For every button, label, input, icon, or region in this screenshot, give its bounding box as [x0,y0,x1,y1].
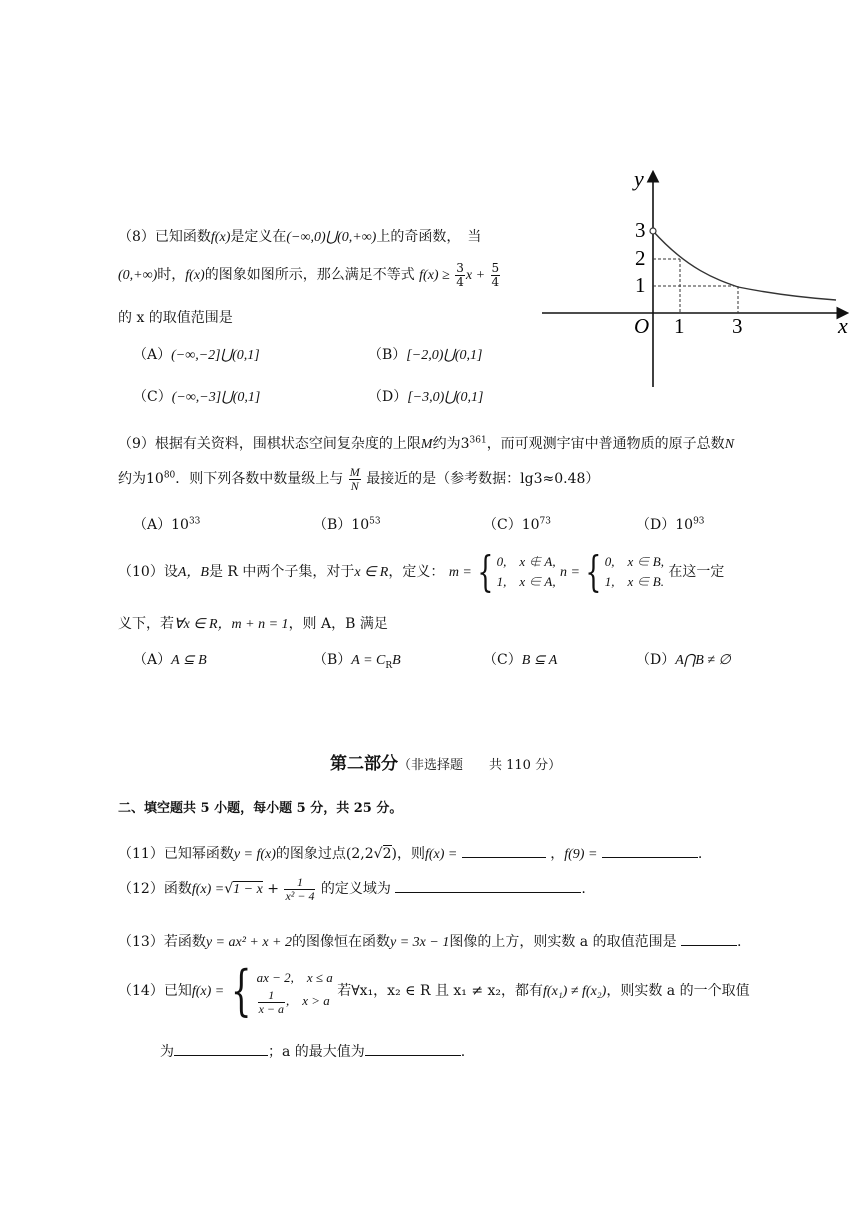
q10-line1: （10）设A，B是 R 中两个子集，对于x ∈ R，定义： m = { 0, x ∉ A, 1, x ∈ A, n = { 0, x ∈ B, 1, x ∈ B. 在这一定 [118,547,725,596]
q8-line3: 的 x 的取值范围是 [118,310,233,326]
q14-piecewise: ax − 2, x ≤ a $\frac{1}{x - a}$ , x > a [256,969,333,1016]
q11: （11）已知幂函数y = f(x)的图象过点(2,2√2)，则f(x) = ，f(9) = . [118,843,702,863]
fraction-3-4: $\frac{3}{4}$ [456,261,464,289]
q8-line2: (0,+∞)时，f(x)的图象如图所示，那么满足不等式 f(x) ≥ $\frac{3}{4}$ x + $\frac{5}{4}$ [118,261,500,289]
x-axis-label: x [838,313,848,338]
m-definition: 0, x ∉ A, 1, x ∈ A, [496,554,556,589]
part2-subtitle: （非选择题 共 110 分） [398,758,562,773]
q9-option-b[interactable]: $(B)10^{53}$ [313,516,381,533]
fraction-q12: $\frac{1}{\text{x² − 4}}$ [285,875,315,903]
q11-blank-2[interactable] [602,843,698,858]
q14-blank-1[interactable] [174,1041,268,1056]
q11-blank-1[interactable] [462,843,546,858]
section2-heading: 二、填空题共 5 小题，每小题 5 分，共 25 分。 [118,801,403,816]
x-tick-3: 3 [732,314,743,338]
q8-option-a[interactable]: （A）(−∞,−2]⋃(0,1] [133,347,260,363]
fraction-5-4: $\frac{5}{4}$ [491,261,500,289]
n-definition: 0, x ∈ B, 1, x ∈ B. [604,554,664,589]
q13: （13）若函数y = ax² + x + 2的图像恒在函数y = 3x − 1图像的上方，则实数 a 的取值范围是 . [118,931,742,951]
q8-option-b[interactable]: （B）[−2,0)⋃(0,1] [368,347,483,363]
y-tick-1: 1 [635,273,646,297]
q10-option-c[interactable]: （C）B ⊆ A [483,652,558,668]
y-axis-label: y [634,166,644,191]
q13-blank[interactable] [681,931,737,946]
part2-heading [330,749,561,774]
q9-line1: （9）根据有关资料，围棋状态空间复杂度的上限M约为$3^{361}$，而可观测宇宙中普通物质的原子总数N [118,435,735,452]
q9-option-d[interactable]: $(D)10^{93}$ [636,516,705,533]
q8-option-c[interactable]: （C）(−∞,−3]⋃(0,1] [133,389,261,405]
q9-line2: 约为$10^{80}$．则下列各数中数量级上与 $\frac{M}{N}$ 最接近的是（参考数据：lg3≈0.48） [118,465,600,493]
q9-option-c[interactable]: $(C)10^{73}$ [483,516,551,533]
y-tick-2: 2 [635,246,646,270]
q12-blank[interactable] [395,878,581,893]
q12: （12）函数f(x) =√1 − x + $\frac{1}{\text{x² − 4}}$ 的定义域为 . [118,875,586,903]
q10-option-b[interactable]: $(B)A = C_RB$ [313,652,401,671]
q14-line1: （14）已知f(x) = { ax − 2, x ≤ a $\frac{1}{x - a}$ , x > a 若∀x₁，x₂ ∈ R 且 x₁ ≠ x₂，都有f(x₁) ≠ f(x₂)，则实数 a 的一个取值 [118,959,750,1022]
q8-option-d[interactable]: （D）[−3,0)⋃(0,1] [368,389,484,405]
q8-line1: （8）已知函数f(x)是定义在(−∞,0)⋃(0,+∞)上的奇函数， 当 [118,229,482,245]
q14-blank-2[interactable] [365,1041,461,1056]
part2-title: 第二部分 [330,754,398,774]
q10-option-a[interactable]: （A）A ⊆ B [133,652,207,668]
x-tick-1: 1 [674,314,685,338]
q14-line2: 为 ；a 的最大值为 . [160,1041,465,1061]
y-tick-3: 3 [635,218,646,242]
function-graph [538,165,858,395]
open-point [650,228,656,234]
q10-option-d[interactable]: （D）A⋂B ≠ ∅ [636,652,731,668]
q9-option-a[interactable]: $(A)10^{33}$ [133,516,201,533]
q10-line2: 义下，若∀x ∈ R，m + n = 1，则 A，B 满足 [118,616,388,632]
fraction-m-n: $\frac{M}{N}$ [349,465,360,493]
origin-label: O [634,314,650,338]
